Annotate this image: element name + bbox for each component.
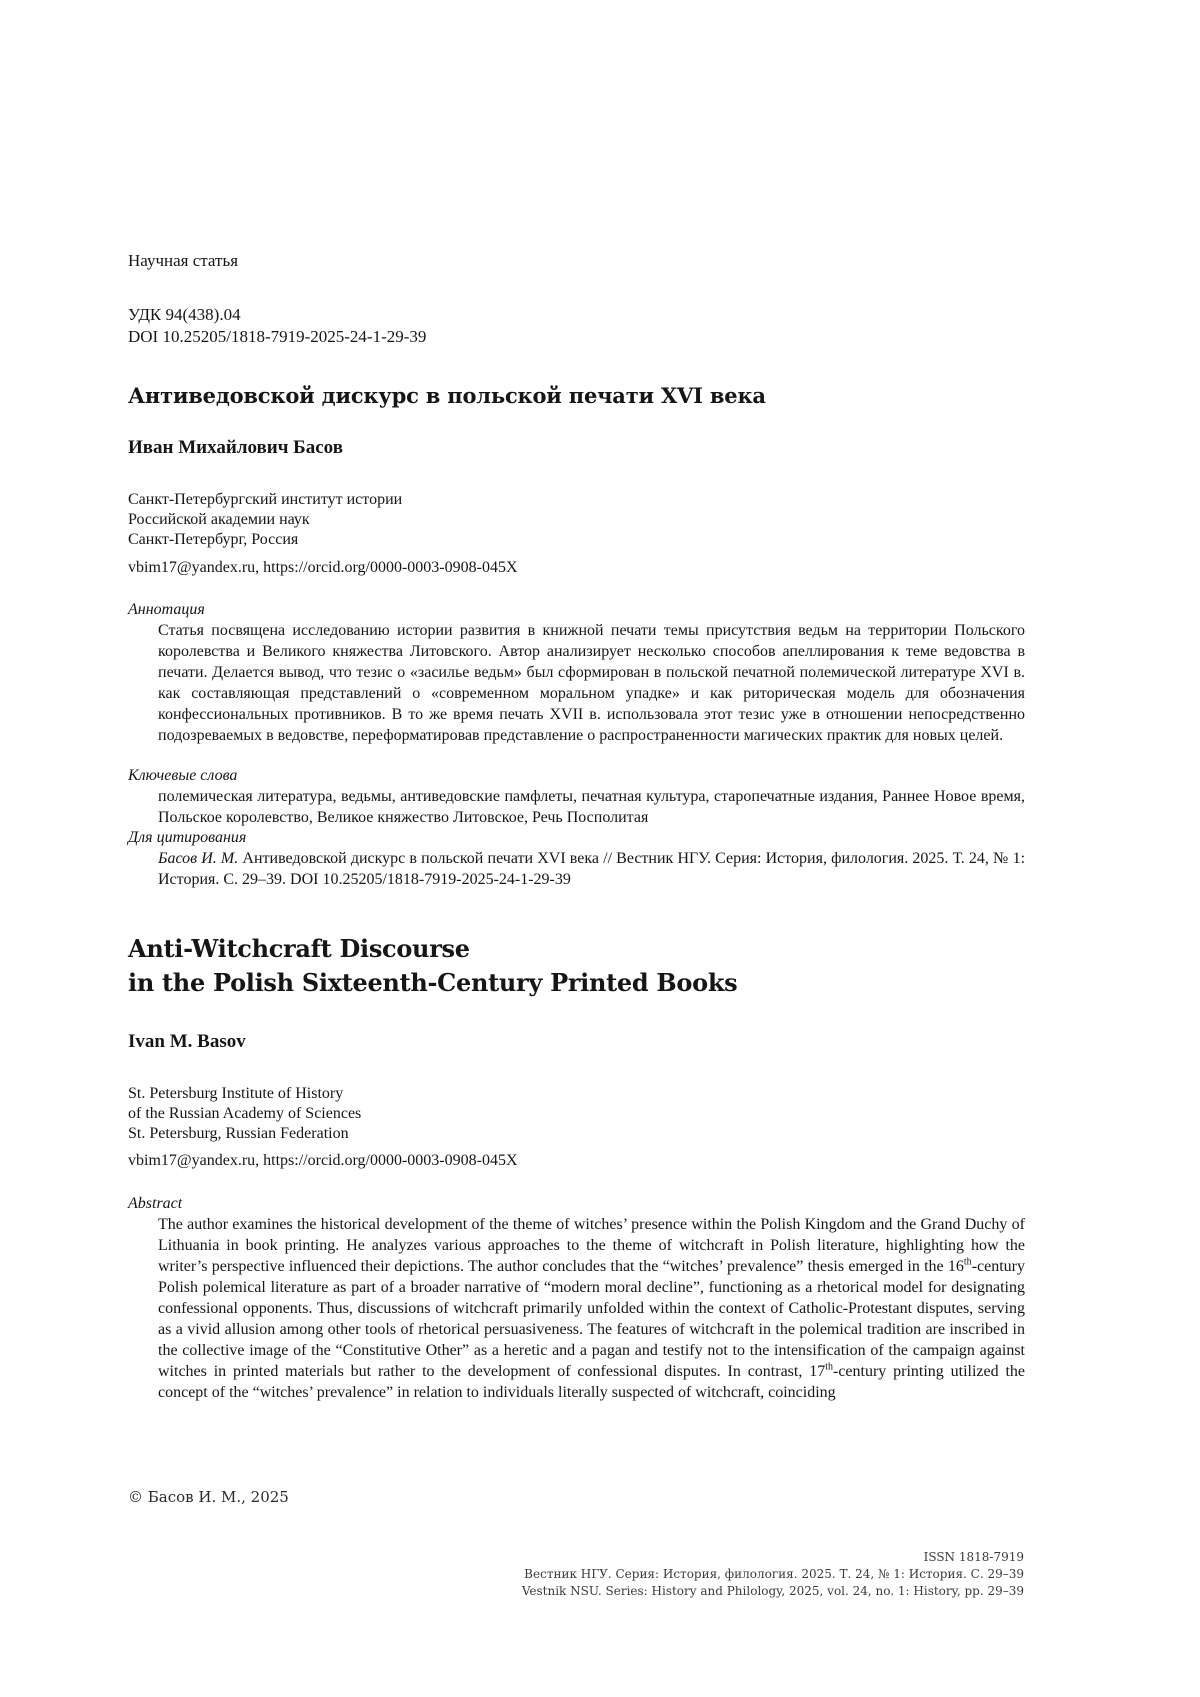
citation-text: Антиведовской дискурс в польской печати XVI века // Вестник НГУ. Серия: История, филология. 2025. Т. 24, № 1: История. С. 29–39. DOI 10.25205/1818-7919-2025-24-1-29-39: [158, 850, 1026, 888]
udk-code: УДК 94(438).04: [128, 305, 241, 324]
abstract-en-part1: The author examines the historical development of the theme of witches’ presence within the Polish Kingdom and the Grand Duchy of Lithuania in book printing. He analyzes various approaches to the theme of witchcraft in Polish literature, highlighting how the writer’s perspective influenced their depictions. The author concludes that the “witches’ prevalence” thesis emerged in the 16: [158, 1216, 1025, 1275]
affiliation-line: St. Petersburg, Russian Federation: [128, 1125, 349, 1142]
email-orcid-en: vbim17@yandex.ru, https://orcid.org/0000-0003-0908-045X: [128, 1152, 518, 1169]
affiliation-line: Санкт-Петербург, Россия: [128, 531, 299, 548]
author-en: Ivan M. Basov: [128, 1031, 246, 1052]
doi-ru: DOI 10.25205/1818-7919-2025-24-1-29-39: [128, 327, 427, 346]
abstract-en: [158, 1214, 1025, 1403]
affiliation-en: [128, 1084, 361, 1144]
ordinal-suffix: th: [963, 1256, 972, 1268]
citation-ru: [158, 848, 1025, 890]
abstract-en-part2: -century Polish polemical literature as part of a broader narrative of “modern moral decline”, functioning as a rhetorical model for designating confessional opponents. Thus, discussions of witchcraft primarily unfolded within the context of Catholic-Protestant disputes, serving as a vivid allusion among other tools of rhetorical persuasiveness. The features of witchcraft in the polemical tradition are inscribed in the collective image of the “Constitutive Other” as a heretic and a pagan and testify not to the intensification of the campaign against witches in printed materials but rather to the development of confessional disputes. In contrast, 17: [158, 1258, 1025, 1380]
affiliation-ru: [128, 490, 402, 550]
citation-author: Басов И. М.: [158, 850, 239, 867]
abstract-label-ru: Аннотация: [128, 601, 205, 618]
copyright-notice: © Басов И. М., 2025: [128, 1488, 289, 1506]
footer-citation-ru: Вестник НГУ. Серия: История, филология. 2025. Т. 24, № 1: История. С. 29–39: [524, 1567, 1024, 1581]
ordinal-suffix: th: [825, 1361, 833, 1373]
affiliation-line: St. Petersburg Institute of History: [128, 1085, 344, 1102]
title-en: [128, 932, 737, 1000]
author-ru: Иван Михайлович Басов: [128, 437, 343, 458]
title-ru: Антиведовской дискурс в польской печати XVI века: [128, 383, 766, 408]
abstract-label-en: Abstract: [128, 1195, 183, 1212]
journal-footer: [522, 1549, 1024, 1600]
email-orcid-ru: vbim17@yandex.ru, https://orcid.org/0000-0003-0908-045X: [128, 559, 518, 576]
abstract-en-part3: -century printing utilized the concept of the “witches’ prevalence” in relation to individuals literally suspected of witchcraft, coinciding: [158, 1363, 1026, 1401]
title-en-line2: in the Polish Sixteenth-Century Printed Books: [128, 968, 738, 997]
affiliation-line: Российской академии наук: [128, 511, 310, 528]
abstract-ru: Статья посвящена исследованию истории развития в книжной печати темы присутствия ведьм на территории Польского королевства и Великого княжества Литовского. Автор анализирует несколько способов апеллирования к теме ведовства в печати. Делается вывод, что тезис о «засилье ведьм» был сформирован в польской печатной полемической литературе XVI в. как составляющая представлений о «современном моральном упадке» и как риторическая модель для обозначения конфессиональных противников. В то же время печать XVII в. использовала этот тезис уже в отношении непосредственно подозреваемых в ведовстве, переформатировав представление о распространенности магических практик для новых целей.: [158, 622, 1025, 744]
keywords-label-ru: Ключевые слова: [128, 767, 238, 784]
affiliation-line: of the Russian Academy of Sciences: [128, 1105, 362, 1122]
keywords-ru: полемическая литература, ведьмы, антиведовские памфлеты, печатная культура, старопечатные издания, Раннее Новое время, Польское королевство, Великое княжество Литовское, Речь Посполитая: [158, 788, 1025, 826]
title-en-line1: Anti-Witchcraft Discourse: [128, 934, 470, 963]
affiliation-line: Санкт-Петербургский институт истории: [128, 491, 403, 508]
citation-label-ru: Для цитирования: [128, 829, 247, 846]
footer-citation-en: Vestnik NSU. Series: History and Philology, 2025, vol. 24, no. 1: History, pp. 29–39: [521, 1584, 1024, 1598]
article-type: Научная статья: [128, 251, 239, 270]
footer-issn: ISSN 1818-7919: [923, 1550, 1024, 1564]
